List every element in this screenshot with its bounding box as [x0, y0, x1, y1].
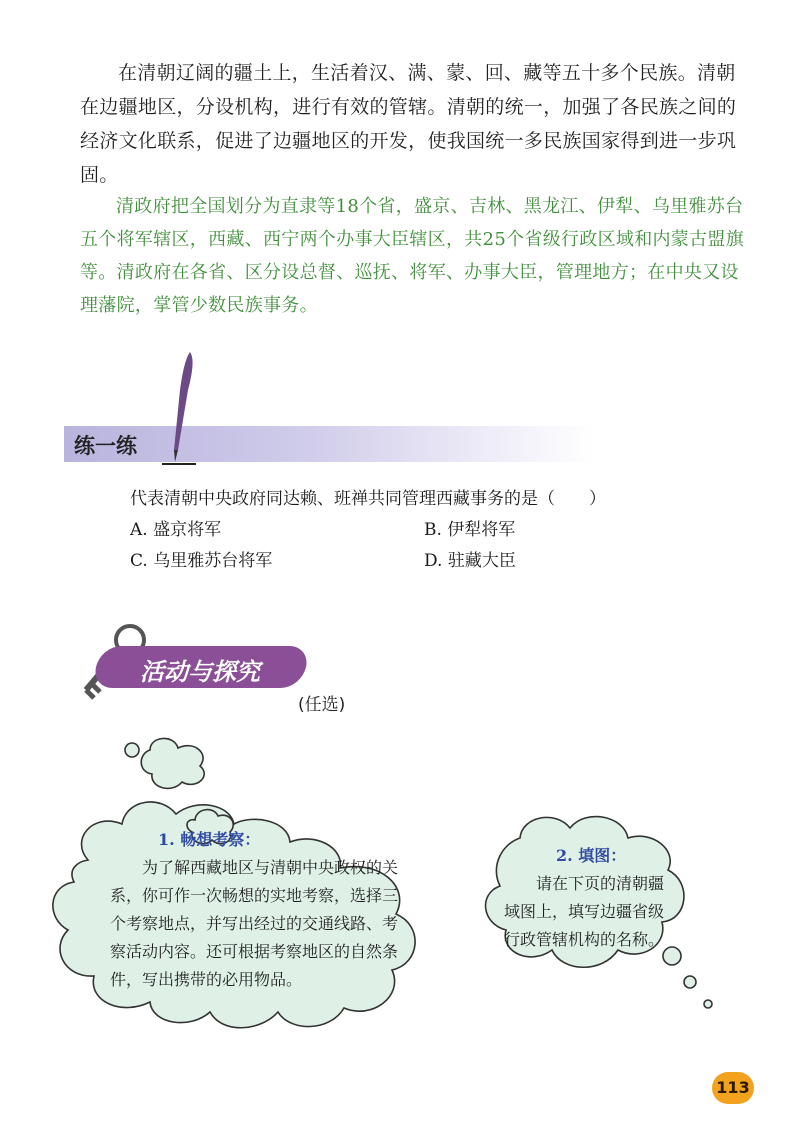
task2-block: [504, 842, 666, 954]
activity-title: 活动与探究: [140, 658, 260, 686]
note-paragraph: [80, 190, 748, 322]
practice-question: 代表清朝中央政府同达赖、班禅共同管理西藏事务的是（ ）: [130, 489, 606, 509]
note-text: 清政府把全国划分为直隶等18个省，盛京、吉林、黑龙江、伊犁、乌里雅苏台五个将军辖区，西藏、西宁两个办事大臣辖区，共25个省级行政区域和内蒙古盟旗等。清政府在各省、区分设总督、巡抚、将军、办事大臣，管理地方；在中央又设理藩院，掌管少数民族事务。: [80, 196, 745, 316]
optional-label: (任选): [298, 695, 346, 715]
task1-heading: 1. 畅想考察：: [158, 830, 261, 849]
page-number: 113: [712, 1072, 754, 1104]
option-a[interactable]: A. 盛京将军: [130, 520, 222, 540]
task2-body: 请在下页的清朝疆域图上，填写边疆省级行政管辖机构的名称。: [504, 874, 665, 949]
task2-heading: 2. 填图：: [556, 846, 627, 865]
task1-body: 为了解西藏地区与清朝中央政权的关系，你可作一次畅想的实地考察，选择三个考察地点，并写出经过的交通线路、考察活动内容。还可根据考察地区的自然条件，写出携带的必用物品。: [110, 858, 399, 989]
option-c[interactable]: C. 乌里雅苏台将军: [130, 551, 273, 571]
task1-block: [110, 826, 400, 994]
practice-title: 练一练: [74, 434, 137, 458]
practice-header-bar: [64, 426, 594, 462]
intro-paragraph: [80, 56, 748, 192]
option-d[interactable]: D. 驻藏大臣: [424, 551, 516, 571]
option-b[interactable]: B. 伊犁将军: [424, 520, 516, 540]
pen-icon: [160, 350, 200, 470]
intro-text: 在清朝辽阔的疆土上，生活着汉、满、蒙、回、藏等五十多个民族。清朝在边疆地区，分设机构，进行有效的管辖。清朝的统一，加强了各民族之间的经济文化联系，促进了边疆地区的开发，使我国统一多民族国家得到进一步巩固。: [80, 62, 737, 186]
